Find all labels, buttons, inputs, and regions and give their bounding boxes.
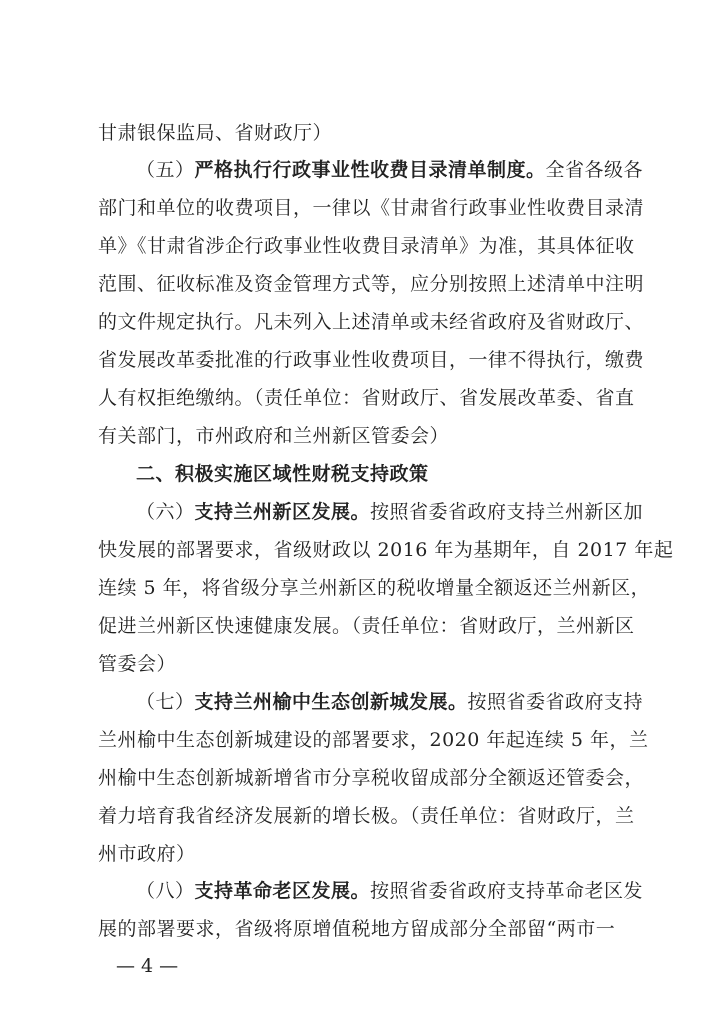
item-eight-marker: （八）	[136, 880, 195, 902]
item-eight: （八）支持革命老区发展。按照省委省政府支持革命老区发	[136, 880, 644, 902]
item-seven: （七）支持兰州榆中生态创新城发展。按照省委省政府支持	[136, 691, 644, 713]
text-line-22: 州市政府）	[98, 843, 196, 865]
text-line-6: 的文件规定执行。凡未列入上述清单或未经省政府及省财政厅、	[98, 311, 645, 333]
text-line-1: 甘肃银保监局、省财政厅）	[98, 122, 333, 144]
item-six: （六）支持兰州新区发展。按照省委省政府支持兰州新区加	[136, 501, 644, 523]
text-line-3: 部门和单位的收费项目，一律以《甘肃省行政事业性收费目录清	[98, 197, 645, 219]
item-eight-title: 支持革命老区发展。	[194, 880, 371, 902]
item-seven-marker: （七）	[136, 691, 195, 713]
page-number: — 4 —	[116, 955, 179, 977]
item-six-marker: （六）	[136, 501, 195, 523]
text-line-7: 省发展改革委批准的行政事业性收费项目，一律不得执行，缴费	[98, 349, 645, 371]
text-line-5: 范围、征收标准及资金管理方式等，应分别按照上述清单中注明	[98, 273, 645, 295]
text-line-15: 促进兰州新区快速健康发展。（责任单位：省财政厅，兰州新区	[98, 615, 635, 637]
item-six-title: 支持兰州新区发展。	[194, 501, 371, 523]
text-line-19: 兰州榆中生态创新城建设的部署要求，2020 年起连续 5 年，兰	[98, 729, 649, 751]
text-line-9: 有关部门，市州政府和兰州新区管委会）	[98, 425, 450, 447]
item-five-marker: （五）	[136, 159, 195, 181]
section-heading: 二、积极实施区域性财税支持政策	[136, 463, 429, 485]
text-line-25: 展的部署要求，省级将原增值税地方留成部分全部留“两市一	[98, 918, 616, 940]
text-line-13: 快发展的部署要求，省级财政以 2016 年为基期年，自 2017 年起	[98, 539, 674, 561]
text-line-21: 着力培育我省经济发展新的增长极。（责任单位：省财政厅，兰	[98, 805, 635, 827]
text-line-16: 管委会）	[98, 653, 177, 675]
text-line-8: 人有权拒绝缴纳。（责任单位：省财政厅、省发展改革委、省直	[98, 387, 635, 409]
item-five: （五）严格执行行政事业性收费目录清单制度。全省各级各	[136, 159, 644, 181]
item-seven-title: 支持兰州榆中生态创新城发展。	[194, 691, 468, 713]
text-line-4: 单》《甘肃省涉企行政事业性收费目录清单》为准，其具体征收	[98, 235, 635, 257]
text-line-20: 州榆中生态创新城新增省市分享税收留成部分全额返还管委会，	[98, 767, 645, 789]
item-five-title: 严格执行行政事业性收费目录清单制度。	[194, 159, 546, 181]
text-line-14: 连续 5 年，将省级分享兰州新区的税收增量全额返还兰州新区，	[98, 577, 651, 599]
